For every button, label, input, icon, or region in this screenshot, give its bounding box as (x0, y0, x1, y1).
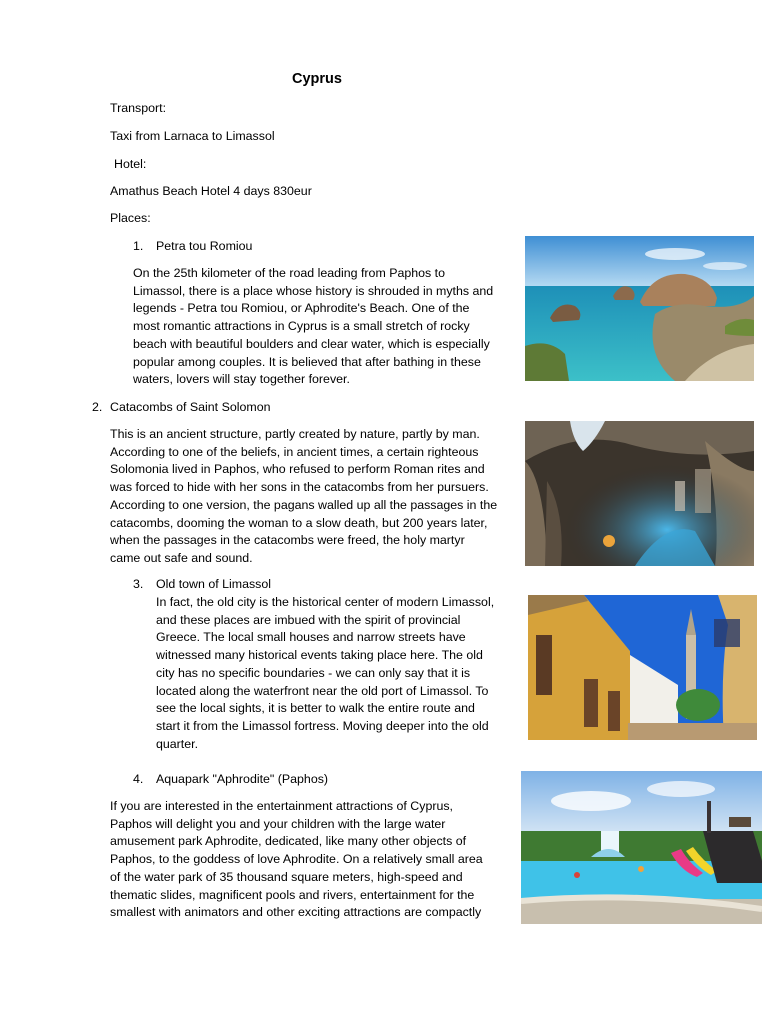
place-4-description: If you are interested in the entertainment attractions of Cyprus, Paphos will delight you and your children with the large water amusement park Aphrodite, dedicated, like many other objects of Paphos, to the goddess of love Aphrodite. On a relatively small area of the water park of 35 thousand square meters, high-speed and thematic slides, magnificent pools and rivers, entertainment for the smallest with animators and other exciting attractions are compactly (110, 799, 483, 920)
place-3-name: Old town of Limassol (156, 577, 272, 591)
place-2-heading (92, 399, 270, 417)
place-3-heading (133, 576, 271, 594)
place-4-name: Aquapark "Aphrodite" (Paphos) (156, 772, 329, 786)
hotel-value: Amathus Beach Hotel 4 days 830eur (110, 184, 312, 198)
places-label: Places: (110, 211, 151, 225)
transport-label: Transport: (110, 101, 167, 115)
catacomb-cave-photo (525, 421, 754, 566)
rocky-beach-photo (525, 236, 754, 381)
place-2-description: This is an ancient structure, partly created by nature, partly by man. According to one of the beliefs, in ancient times, a certain righteous Solomonia lived in Paphos, who refused to perform Roman rites and was forced to hide with her sons in the catacombs from her pursuers. According to one version, the pagans walled up all the passages in the catacombs, dooming the woman to a slow death, but 200 years later, when the passages in the catacombs were freed, the holy martyr came out safe and sound. (110, 427, 498, 565)
water-park-photo (521, 771, 762, 924)
old-town-street-photo (528, 595, 757, 740)
hotel-label: Hotel: (114, 157, 147, 171)
place-2-name: Catacombs of Saint Solomon (110, 400, 271, 414)
place-1-heading (133, 238, 252, 256)
place-1-number: 1. (133, 239, 144, 253)
place-2-number: 2. (92, 400, 103, 414)
place-3-description: In fact, the old city is the historical center of modern Limassol, and these places are imbued with the spirit of provincial Greece. The local small houses and narrow streets have witnessed many historical events taking place here. The old city has no specific boundaries - we can only say that it is located along the waterfront near the old port of Limassol. To see the local sights, it is better to walk the entire route and start it from the Limassol fortress. Moving deeper into the old quarter. (156, 595, 495, 751)
place-4-number: 4. (133, 772, 144, 786)
place-1-name: Petra tou Romiou (156, 239, 253, 253)
page-title: Cyprus (292, 71, 342, 87)
place-4-heading (133, 771, 328, 789)
place-3-number: 3. (133, 577, 144, 591)
place-1-description: On the 25th kilometer of the road leading from Paphos to Limassol, there is a place whose history is shrouded in myths and legends - Petra tou Romiou, or Aphrodite's Beach. One of the most romantic attractions in Cyprus is a small stretch of rocky beach with beautiful boulders and clear water, which is especially popular among couples. It is believed that after bathing in these waters, lovers will stay together forever. (133, 266, 494, 387)
transport-value: Taxi from Larnaca to Limassol (110, 129, 275, 143)
